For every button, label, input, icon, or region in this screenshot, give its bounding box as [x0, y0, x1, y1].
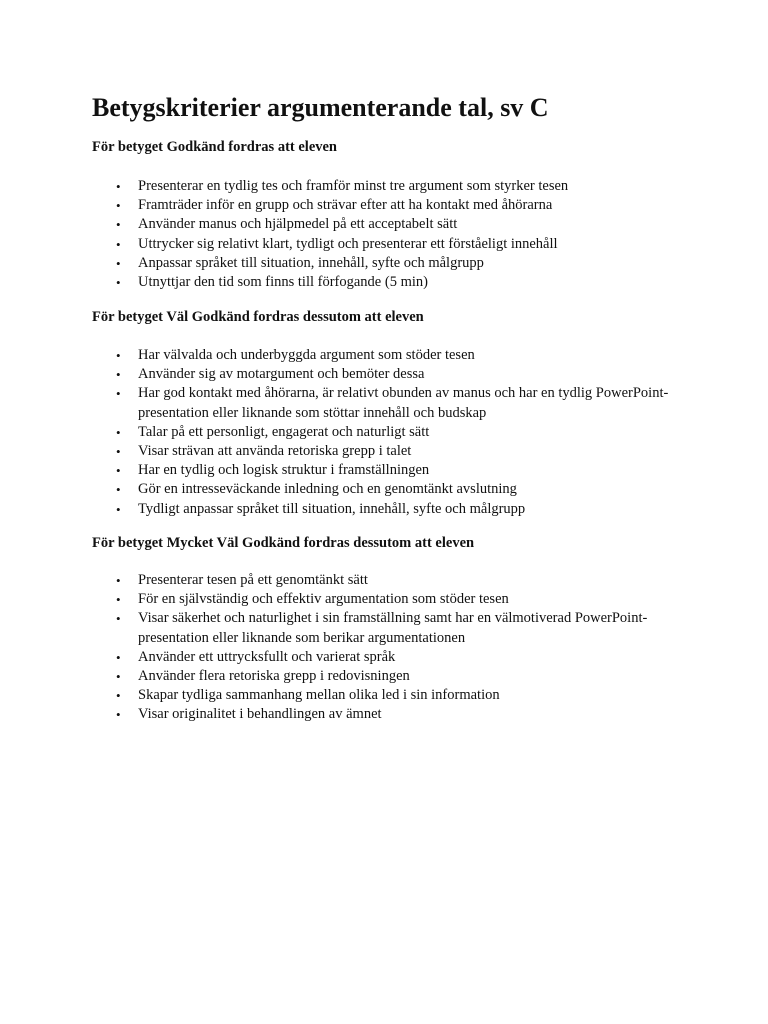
criteria-list-val-godkand — [92, 346, 698, 519]
criteria-list-mycket-val-godkand — [92, 571, 698, 725]
list-item — [92, 609, 698, 647]
bullet-icon: • — [116, 573, 121, 588]
list-item-text: Visar säkerhet och naturlighet i sin framställning samt har en välmotiverad PowerPoint-presentation eller liknande som berikar argumentationen — [138, 610, 648, 646]
list-item-text: För en självständig och effektiv argumentation som stöder tesen — [138, 591, 509, 608]
list-item — [92, 461, 698, 480]
bullet-icon: • — [116, 198, 121, 214]
bullet-icon: • — [116, 217, 121, 233]
bullet-icon: • — [116, 179, 121, 194]
bullet-icon: • — [116, 482, 121, 498]
list-item-text: Har god kontakt med åhörarna, är relativt obunden av manus och har en tydlig PowerPoint-presentation eller liknande som stöttar innehåll och budskap — [138, 385, 669, 421]
list-item-text: Använder ett uttrycksfullt och varierat språk — [138, 648, 396, 665]
bullet-icon: • — [116, 367, 121, 383]
list-item-text: Använder sig av motargument och bemöter dessa — [138, 366, 425, 383]
list-item — [92, 346, 698, 365]
bullet-icon: • — [116, 444, 121, 460]
bullet-icon: • — [116, 501, 121, 517]
list-item-text: Uttrycker sig relativt klart, tydligt och presenterar ett förståeligt innehåll — [138, 235, 558, 252]
list-item-text: Gör en intresseväckande inledning och en genomtänkt avslutning — [138, 481, 517, 498]
document-title: Betygskriterier argumenterande tal, sv C — [92, 93, 549, 122]
list-item — [92, 500, 698, 519]
list-item — [92, 384, 698, 422]
list-item-text: Framträder inför en grupp och strävar efter att ha kontakt med åhörarna — [138, 197, 553, 214]
bullet-icon: • — [116, 255, 121, 271]
list-item — [92, 235, 698, 254]
list-item — [92, 442, 698, 461]
list-item — [92, 480, 698, 499]
bullet-icon: • — [116, 236, 121, 252]
bullet-icon: • — [116, 348, 121, 363]
bullet-icon: • — [116, 463, 121, 479]
list-item-text: Utnyttjar den tid som finns till förfogande (5 min) — [138, 274, 428, 291]
list-item — [92, 273, 698, 292]
list-item-text: Visar originalitet i behandlingen av ämnet — [138, 706, 382, 723]
bullet-icon: • — [116, 424, 121, 440]
list-item — [92, 571, 698, 590]
criteria-list-godkand — [92, 177, 698, 292]
section-heading-val-godkand: För betyget Väl Godkänd fordras dessutom att eleven — [92, 309, 424, 325]
bullet-icon: • — [116, 611, 121, 627]
list-item — [92, 686, 698, 705]
bullet-icon: • — [116, 707, 121, 723]
list-item — [92, 667, 698, 686]
section-heading-godkand: För betyget Godkänd fordras att eleven — [92, 139, 337, 155]
list-item-text: Tydligt anpassar språket till situation, innehåll, syfte och målgrupp — [138, 500, 526, 517]
list-item — [92, 365, 698, 384]
list-item-text: Använder manus och hjälpmedel på ett acceptabelt sätt — [138, 216, 458, 233]
section-heading-mycket-val-godkand: För betyget Mycket Väl Godkänd fordras dessutom att eleven — [92, 535, 475, 551]
list-item-text: Visar strävan att använda retoriska grepp i talet — [138, 443, 412, 460]
bullet-icon: • — [116, 386, 121, 402]
list-item-text: Presenterar tesen på ett genomtänkt sätt — [138, 572, 368, 588]
list-item — [92, 196, 698, 215]
bullet-icon: • — [116, 592, 121, 608]
list-item — [92, 215, 698, 234]
bullet-icon: • — [116, 649, 121, 665]
list-item-text: Skapar tydliga sammanhang mellan olika led i sin information — [138, 687, 500, 704]
list-item — [92, 254, 698, 273]
list-item — [92, 590, 698, 609]
list-item-text: Anpassar språket till situation, innehåll, syfte och målgrupp — [138, 254, 484, 271]
list-item — [92, 423, 698, 442]
list-item-text: Använder flera retoriska grepp i redovisningen — [138, 668, 410, 685]
list-item-text: Presenterar en tydlig tes och framför minst tre argument som styrker tesen — [138, 178, 569, 194]
list-item-text: Har välvalda och underbyggda argument som stöder tesen — [138, 347, 475, 363]
bullet-icon: • — [116, 669, 121, 685]
list-item — [92, 177, 698, 196]
bullet-icon: • — [116, 688, 121, 704]
list-item-text: Talar på ett personligt, engagerat och naturligt sätt — [138, 423, 430, 440]
list-item — [92, 705, 698, 724]
list-item — [92, 648, 698, 667]
bullet-icon: • — [116, 275, 121, 291]
list-item-text: Har en tydlig och logisk struktur i framställningen — [138, 462, 430, 479]
